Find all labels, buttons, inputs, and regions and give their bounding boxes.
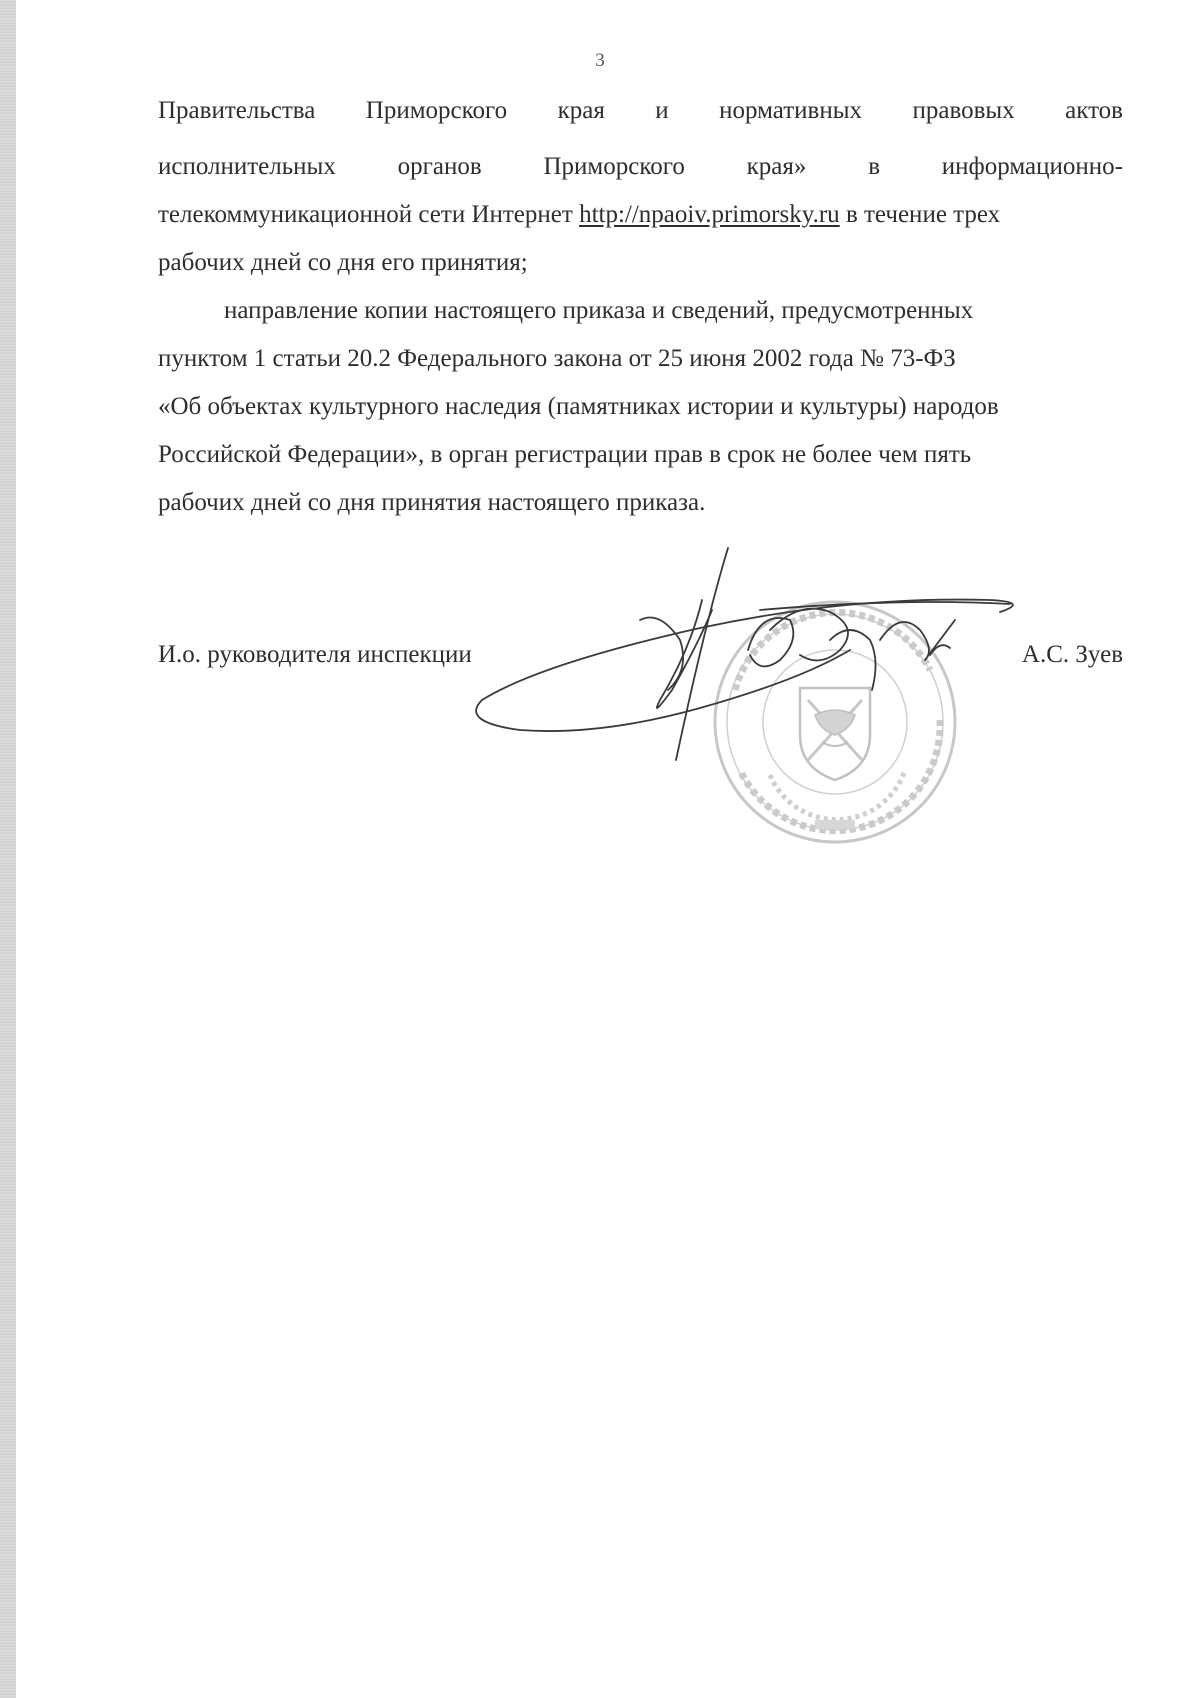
- word: органов: [397, 153, 482, 180]
- word: Приморского: [543, 153, 685, 180]
- body-line-7: «Об объектах культурного наследия (памятниках истории и культуры) народов: [158, 393, 999, 420]
- body-line-1: [158, 96, 1123, 126]
- official-stamp: [715, 602, 955, 842]
- text-fragment: телекоммуникационной сети Интернет: [158, 201, 580, 228]
- signatory-position: И.о. руководителя инспекции: [158, 641, 472, 668]
- body-line-8: Российской Федерации», в орган регистрации прав в срок не более чем пять: [158, 441, 972, 468]
- body-line-3: [158, 200, 1123, 230]
- word: правовых: [912, 97, 1015, 124]
- website-link[interactable]: http://npaoiv.primorsky.ru: [579, 201, 840, 228]
- word: Приморского: [365, 97, 508, 124]
- body-line-6: пунктом 1 статьи 20.2 Федерального закона от 25 июня 2002 года № 73-ФЗ: [158, 345, 956, 372]
- word: в: [868, 153, 880, 180]
- word: Правительства: [158, 97, 316, 124]
- body-line-9: рабочих дней со дня принятия настоящего приказа.: [158, 489, 706, 516]
- word: края: [557, 97, 605, 124]
- word: нормативных: [719, 97, 863, 124]
- page-number: 3: [595, 50, 605, 71]
- word: края»: [746, 153, 807, 180]
- text-fragment: в течение трех: [839, 201, 1001, 228]
- word: информационно-: [941, 153, 1123, 180]
- body-line-5: направление копии настоящего приказа и сведений, предусмотренных: [224, 297, 974, 324]
- signature-block: [158, 640, 1123, 680]
- signatory-name: А.С. Зуев: [1021, 641, 1123, 668]
- word: и: [655, 97, 669, 124]
- scan-edge: [0, 0, 16, 1698]
- body-line-2: [158, 152, 1123, 182]
- body-line-4: рабочих дней со дня его принятия;: [158, 249, 528, 276]
- word: актов: [1065, 97, 1123, 124]
- coat-of-arms-icon: [800, 688, 870, 780]
- word: исполнительных: [158, 153, 336, 180]
